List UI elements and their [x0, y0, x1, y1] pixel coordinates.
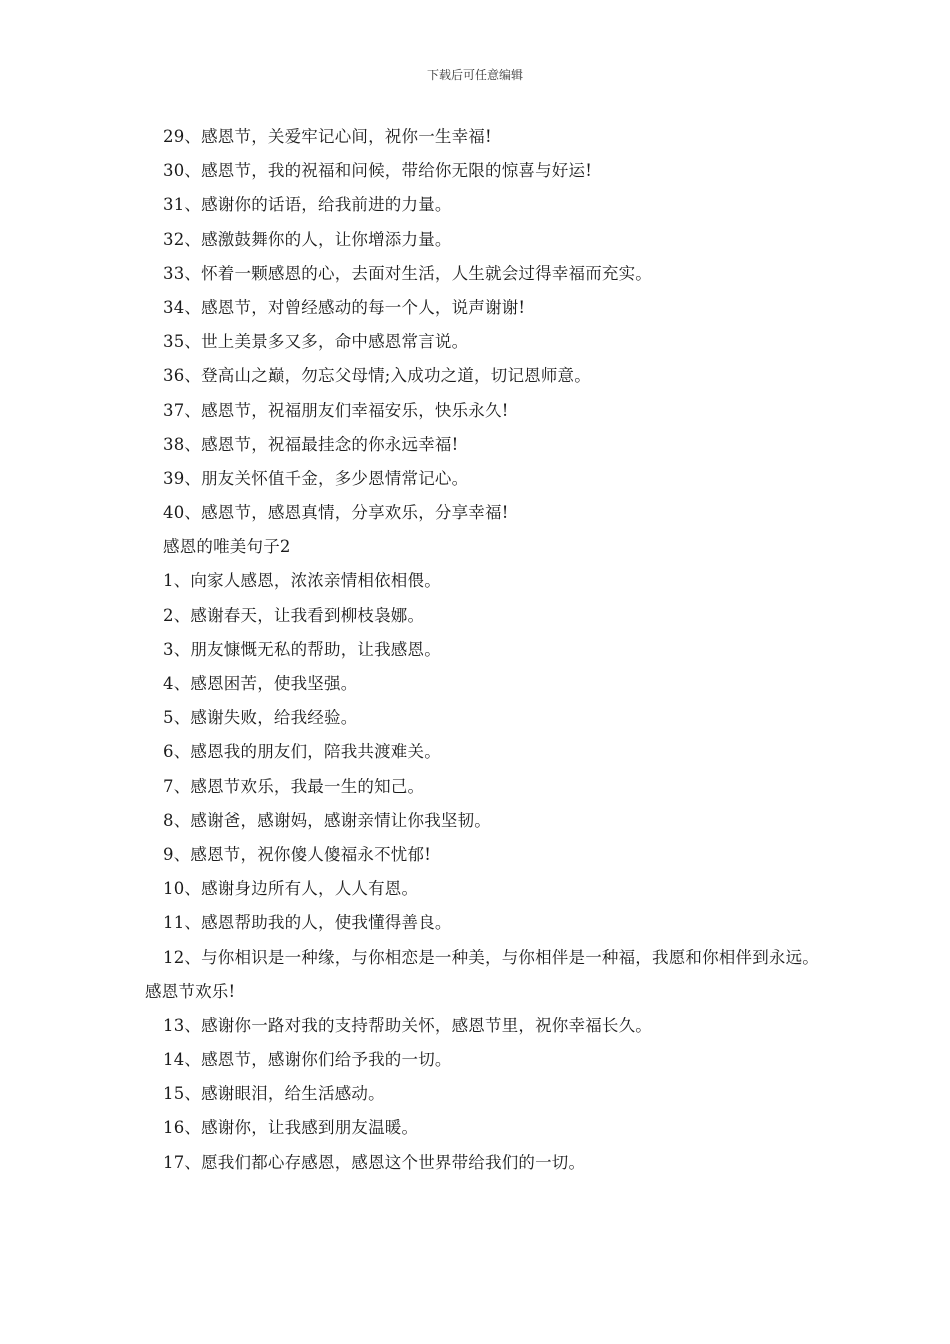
text-line: 34、感恩节，对曾经感动的每一个人，说声谢谢! [163, 297, 526, 317]
text-line: 7、感恩节欢乐，我最一生的知己。 [163, 776, 425, 796]
section-heading: 感恩的唯美句子2 [163, 537, 291, 557]
text-line: 5、感谢失败，给我经验。 [163, 708, 358, 728]
text-line: 17、愿我们都心存感恩，感恩这个世界带给我们的一切。 [163, 1152, 586, 1172]
text-line: 13、感谢你一路对我的支持帮助关怀，感恩节里，祝你幸福长久。 [163, 1015, 652, 1035]
document-body [145, 120, 825, 1180]
text-line: 30、感恩节，我的祝福和问候，带给你无限的惊喜与好运! [163, 161, 593, 181]
text-line: 3、朋友慷慨无私的帮助，让我感恩。 [163, 639, 441, 659]
text-line: 32、感激鼓舞你的人，让你增添力量。 [163, 229, 452, 249]
text-line: 10、感谢身边所有人，人人有恩。 [163, 879, 419, 899]
text-line: 36、登高山之巅，勿忘父母情;入成功之道，切记恩师意。 [163, 366, 591, 386]
text-line: 4、感恩困苦，使我坚强。 [163, 674, 358, 693]
text-line: 16、感谢你，让我感到朋友温暖。 [163, 1118, 419, 1138]
text-line: 14、感恩节，感谢你们给予我的一切。 [163, 1050, 452, 1070]
text-line: 9、感恩节，祝你傻人傻福永不忧郁! [163, 844, 432, 864]
text-line: 38、感恩节，祝福最挂念的你永远幸福! [163, 434, 459, 454]
text-line: 8、感谢爸，感谢妈，感谢亲情让你我坚韧。 [163, 810, 491, 830]
text-paragraph: 12、与你相识是一种缘，与你相恋是一种美，与你相伴是一种福，我愿和你相伴到永远。感恩节欢乐! [145, 947, 819, 1001]
text-line: 31、感谢你的话语，给我前进的力量。 [163, 195, 452, 215]
text-line: 1、向家人感恩，浓浓亲情相依相偎。 [163, 571, 441, 591]
text-line: 35、世上美景多又多，命中感恩常言说。 [163, 332, 469, 352]
text-line: 15、感谢眼泪，给生活感动。 [163, 1084, 385, 1104]
page-header: 下载后可任意编辑 [426, 68, 523, 82]
text-line: 29、感恩节，关爱牢记心间，祝你一生幸福! [163, 127, 492, 146]
text-line: 40、感恩节，感恩真情，分享欢乐，分享幸福! [163, 503, 509, 523]
text-line: 2、感谢春天，让我看到柳枝袅娜。 [163, 605, 425, 625]
text-line: 6、感恩我的朋友们，陪我共渡难关。 [163, 742, 441, 762]
text-line: 33、怀着一颗感恩的心，去面对生活，人生就会过得幸福而充实。 [163, 263, 652, 283]
text-line: 39、朋友关怀值千金，多少恩情常记心。 [163, 468, 469, 488]
text-line: 11、感恩帮助我的人，使我懂得善良。 [163, 913, 452, 933]
text-line: 37、感恩节，祝福朋友们幸福安乐，快乐永久! [163, 400, 509, 420]
